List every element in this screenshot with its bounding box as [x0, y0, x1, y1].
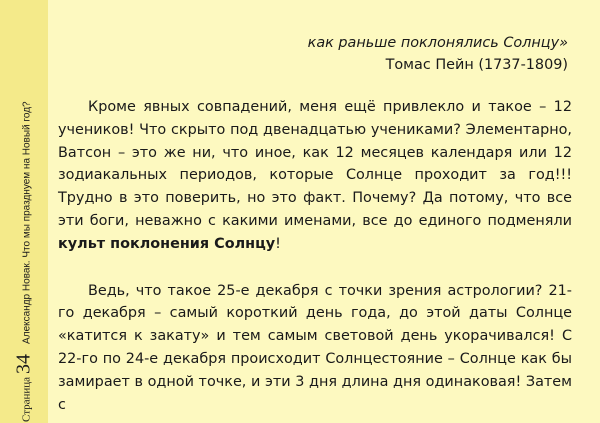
page-content	[58, 32, 572, 416]
page-number: 34	[12, 353, 35, 374]
page-word: Страница	[20, 376, 33, 422]
paragraph-2-text: Ведь, что такое 25-е декабря с точки зрения астрологии? 21-го декабря – самый короткий день года, до этой даты Солнце «катится к закату» и тем самым световой день укорачивался! С 22-го по 24-е декабря происходит Солнцестояние – Солнце как бы замирает в одной точке, и эти 3 дня длина дня одинаковая! Затем с	[58, 282, 572, 413]
running-header	[13, 2, 36, 422]
running-title: Александр Новак. Что мы празднуем на Новый год?	[21, 101, 33, 344]
paragraph-1	[58, 96, 572, 256]
epigraph-author: Томас Пейн (1737-1809)	[385, 57, 568, 73]
paragraph-2	[58, 280, 572, 417]
paragraph-1-tail: !	[275, 235, 281, 252]
paragraph-1-bold: культ поклонения Солнцу	[58, 235, 276, 252]
epigraph-quote: как раньше поклонялись Солнцу»	[307, 35, 568, 51]
side-margin-strip	[0, 0, 48, 423]
paragraph-1-text: Кроме явных совпадений, меня ещё привлекло и такое – 12 учеников! Что скрыто под двенадцатью учениками? Элементарно, Ватсон – это же ни, что иное, как 12 месяцев календаря или 12 зодиакальных периодов, которые Солнце проходит за год!!! Трудно в это поверить, но это факт. Почему? Да потому, что все эти боги, неважно с какими именами, все до единого подменяли	[58, 99, 572, 229]
epigraph	[58, 32, 568, 76]
